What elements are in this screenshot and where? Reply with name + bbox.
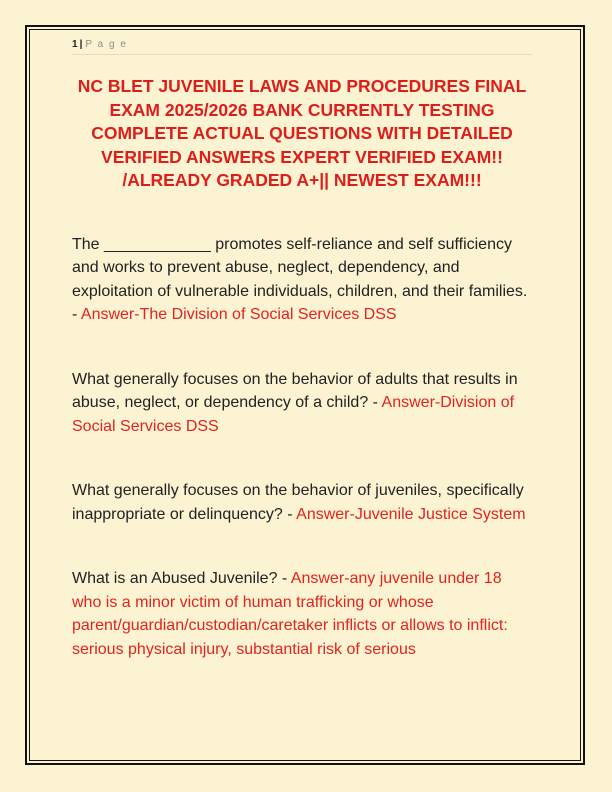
question-text: What generally focuses on the behavior of adults that results in abuse, neglect, or dependency of a child? - (72, 370, 518, 411)
answer-text: Answer-any juvenile under 18 who is a minor victim of human trafficking or whose parent/guardian/custodian/caretaker inflicts or allows to inflict: serious physical injury, substantial risk of serious (72, 570, 508, 658)
question-text: What is an Abused Juvenile? - (72, 570, 291, 587)
answer-text: Answer-Juvenile Justice System (296, 505, 526, 523)
header-divider: | (79, 39, 83, 50)
qa-item-2 (72, 368, 532, 439)
qa-item-3 (72, 479, 532, 526)
answer-text: Answer-The Division of Social Services DSS (80, 306, 397, 323)
qa-item-1 (72, 233, 532, 327)
document-title: NC BLET JUVENILE LAWS AND PROCEDURES FINAL EXAM 2025/2026 BANK CURRENTLY TESTING COMPLETE ACTUAL QUESTIONS WITH DETAILED VERIFIED ANSWERS EXPERT VERIFIED EXAM!! /ALREADY GRADED A+|| NEWEST EXAM!!! (77, 76, 527, 190)
page-content (72, 39, 532, 702)
question-text: What generally focuses on the behavior of juveniles, specifically inappropriate or delinquency? - (72, 482, 524, 523)
answer-text: Answer-Division of Social Services DSS (72, 394, 515, 435)
question-text: The ____________ promotes self-reliance and self sufficiency and works to prevent abuse, neglect, dependency, and exploitation of vulnerable individuals, children, and their families. - (72, 235, 528, 323)
page-border-frame (29, 29, 581, 761)
qa-item-4 (72, 567, 532, 661)
page-label: P a g e (85, 39, 128, 50)
page-number: 1 (72, 39, 79, 50)
page-header (72, 39, 532, 55)
